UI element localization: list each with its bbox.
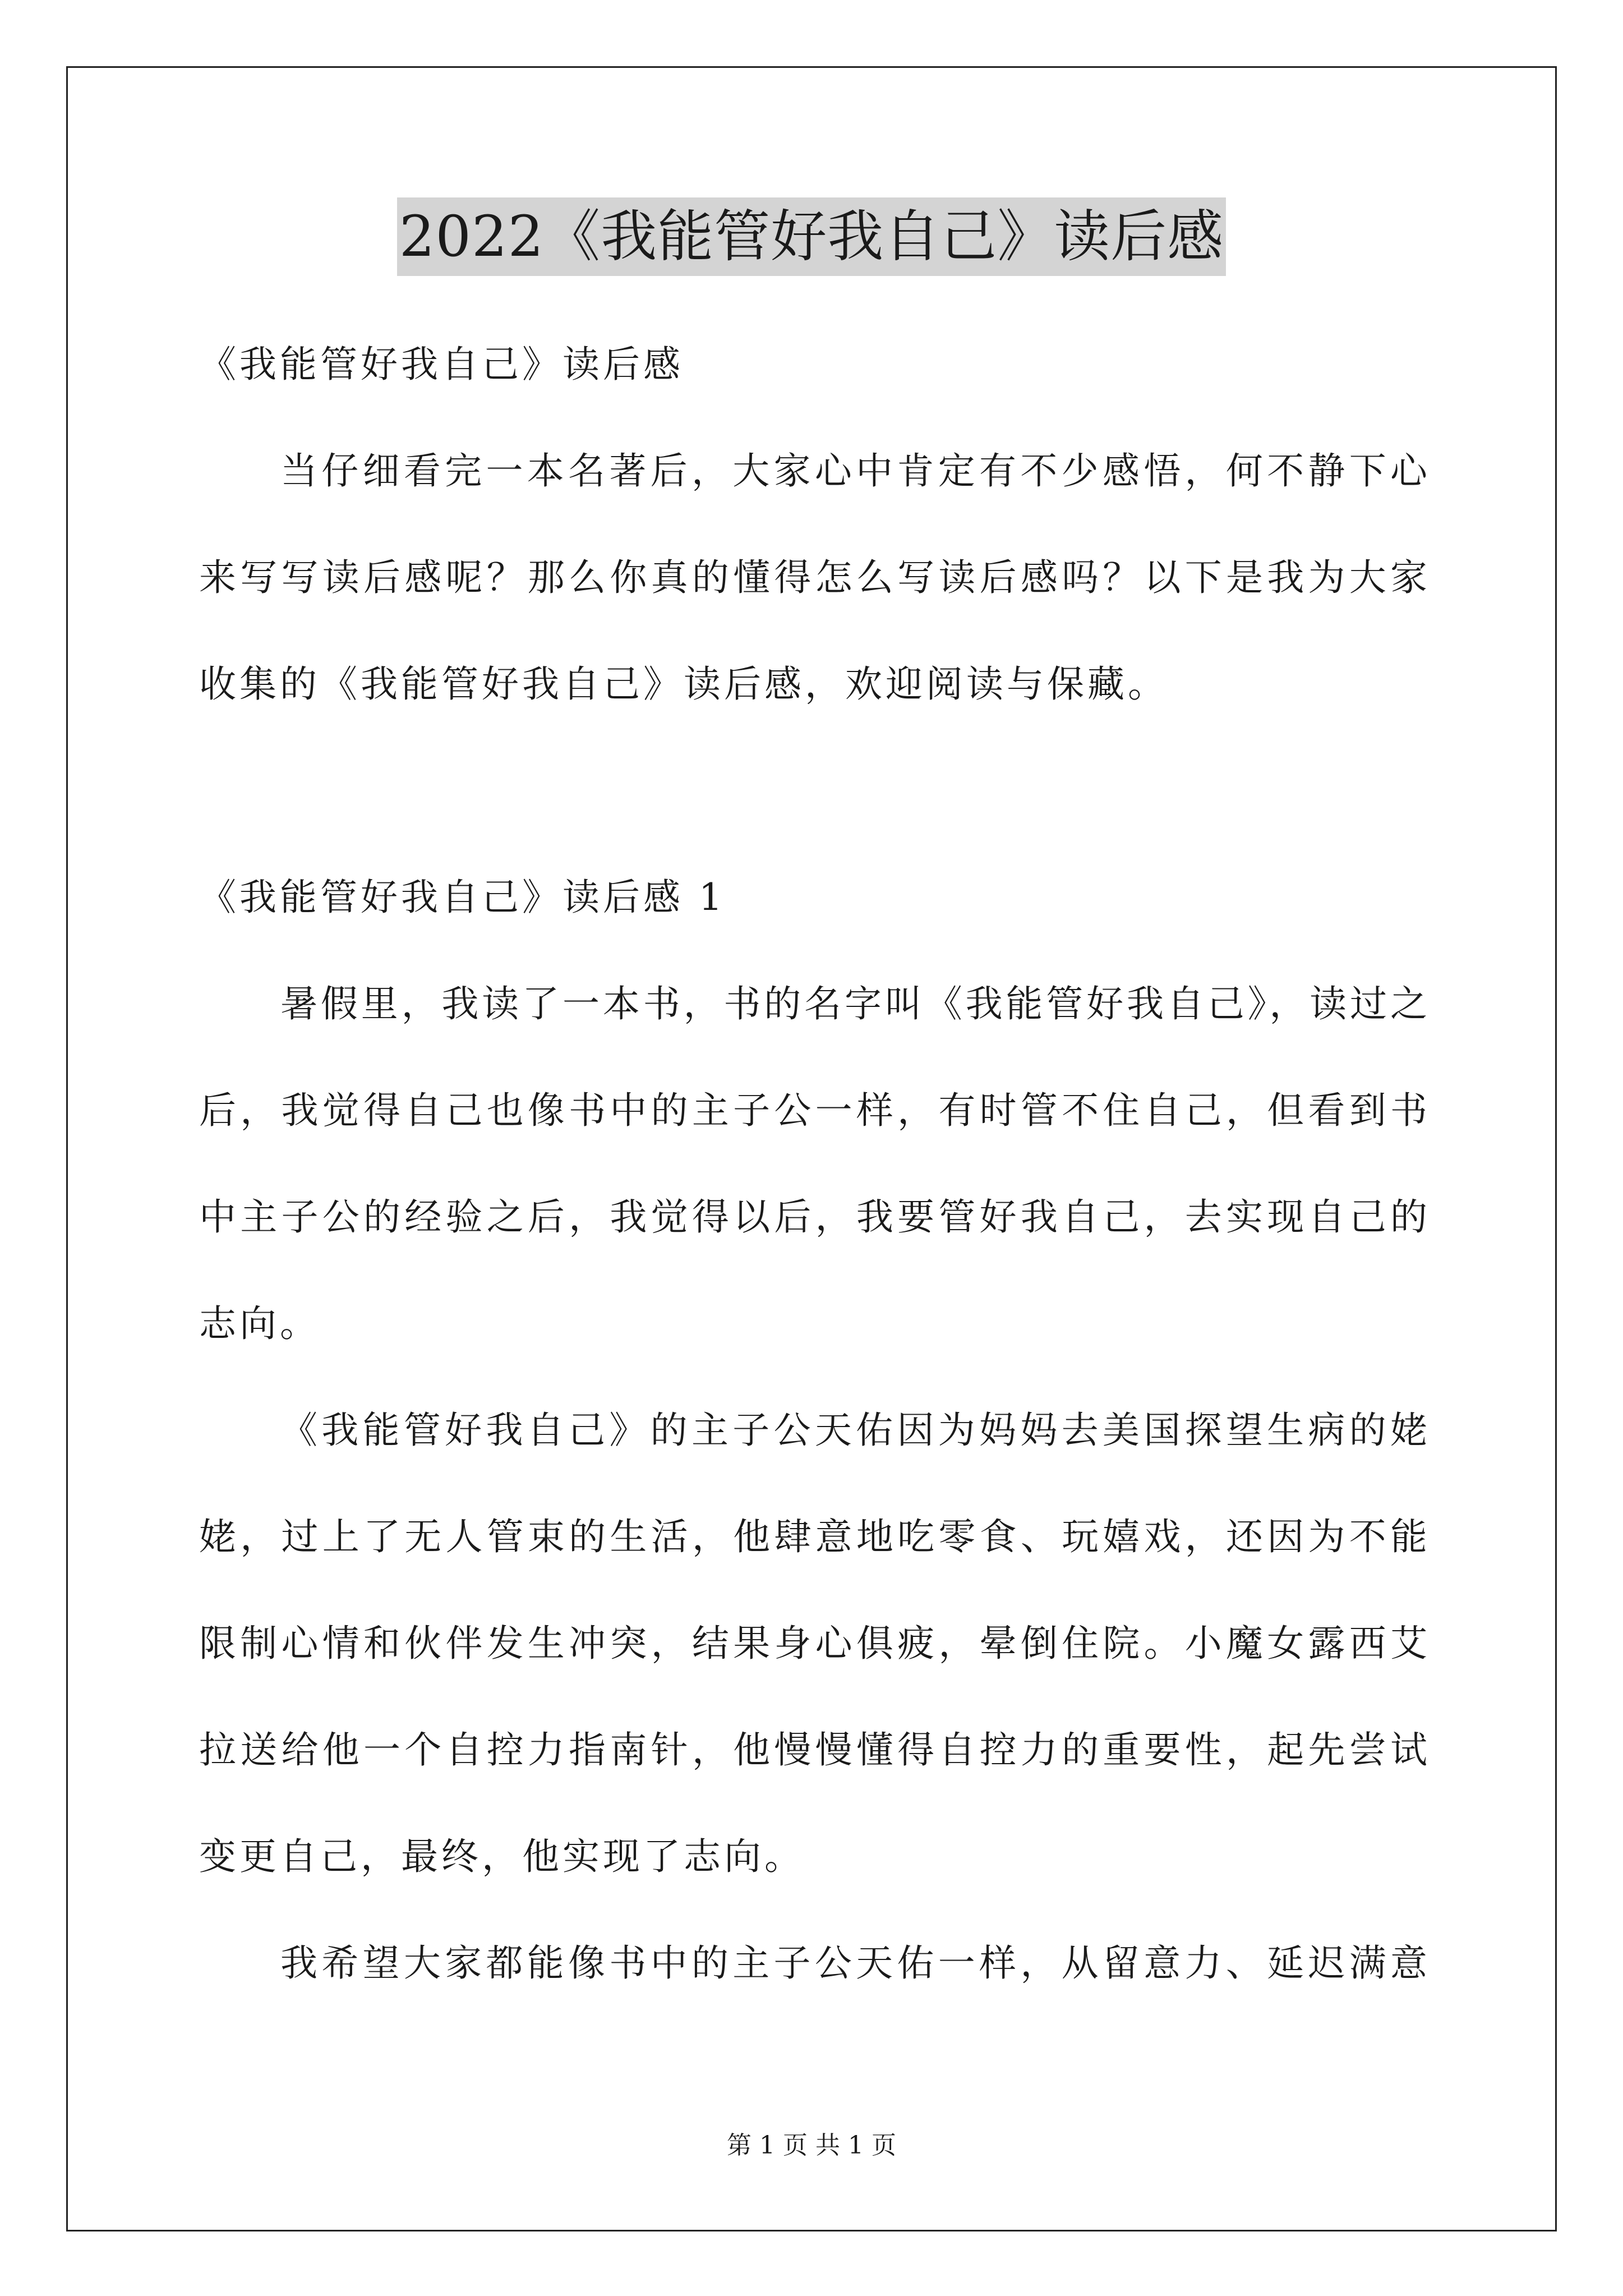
paragraph-line: 我希望大家都能像书中的主子公天佑一样，从留意力、延迟满意 [280,1941,1427,1985]
paragraph-line: 中主子公的经验之后，我觉得以后，我要管好我自己，去实现自己的 [199,1195,1427,1239]
paragraph-line: 姥，过上了无人管束的生活，他肆意地吃零食、玩嬉戏，还因为不能 [199,1515,1427,1558]
paragraph-line: 后，我觉得自己也像书中的主子公一样，有时管不住自己，但看到书 [199,1089,1427,1132]
paragraph-line: 暑假里，我读了一本书，书的名字叫《我能管好我自己》，读过之 [280,982,1427,1025]
paragraph-line: 志向。 [199,1302,320,1345]
paragraph-line: 限制心情和伙伴发生冲突，结果身心俱疲，晕倒住院。小魔女露西艾 [199,1622,1427,1665]
paragraph-line: 收集的《我能管好我自己》读后感，欢迎阅读与保藏。 [199,662,1168,706]
page-footer: 第 1 页 共 1 页 [727,2131,896,2160]
section-heading: 《我能管好我自己》读后感 1 [199,876,726,919]
document-title: 2022《我能管好我自己》读后感 [397,197,1227,276]
blank-line [199,738,1427,844]
paragraph-line: 拉送给他一个自控力指南针，他慢慢懂得自控力的重要性，起先尝试 [199,1728,1427,1772]
paragraph-line: 《我能管好我自己》的主子公天佑因为妈妈去美国探望生病的姥 [280,1409,1427,1452]
document-body [199,311,1427,2017]
paragraph-line: 当仔细看完一本名著后，大家心中肯定有不少感悟，何不静下心 [280,449,1427,493]
paragraph-line: 变更自己，最终，他实现了志向。 [199,1835,805,1878]
section-heading: 《我能管好我自己》读后感 [199,343,684,386]
title-wrapper [0,197,1623,276]
paragraph-line: 来写写读后感呢？那么你真的懂得怎么写读后感吗？以下是我为大家 [199,556,1427,599]
